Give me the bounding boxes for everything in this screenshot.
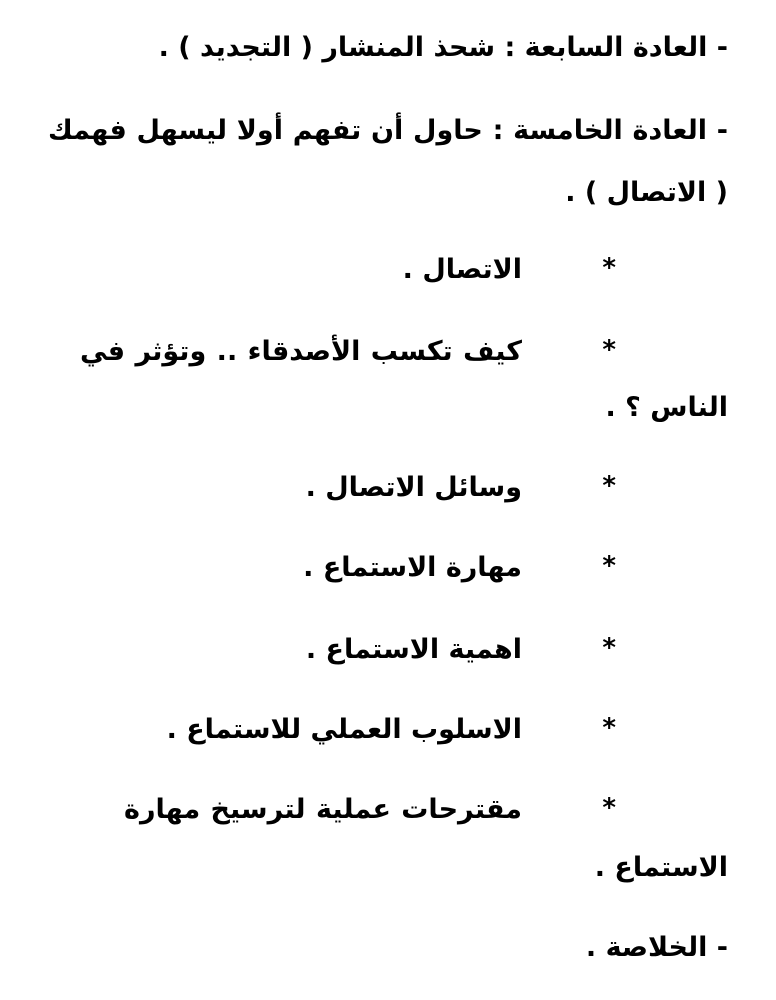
bullet-item-listening-importance: اهمية الاستماع .: [305, 634, 522, 665]
bullet-star: *: [602, 551, 616, 581]
bullet-star: *: [602, 253, 616, 283]
bullet-item-listening-skill: مهارة الاستماع .: [303, 552, 522, 583]
bullet-star: *: [602, 633, 616, 663]
bullet-item-suggestions-line2: الاستماع .: [594, 852, 728, 883]
habit-five-paragraph: - العادة الخامسة : حاول أن تفهم أولا ليسهل فهمك ( الاتصال ) .: [48, 115, 728, 208]
bullet-star: *: [602, 793, 616, 823]
bullet-item-win-friends-line2: الناس ؟ .: [605, 392, 728, 423]
bullet-item-practical-listening: الاسلوب العملي للاستماع .: [166, 714, 522, 745]
bullet-item-means-of-communication: وسائل الاتصال .: [305, 472, 522, 503]
bullet-star: *: [602, 335, 616, 365]
habit-seven-line: - العادة السابعة : شحذ المنشار ( التجديد ) .: [158, 32, 728, 63]
bullet-star: *: [602, 471, 616, 501]
conclusion-line: - الخلاصة .: [585, 932, 728, 963]
bullet-item-win-friends-line1: كيف تكسب الأصدقاء .. وتؤثر في: [80, 336, 522, 367]
bullet-item-connection: الاتصال .: [402, 254, 522, 285]
bullet-star: *: [602, 713, 616, 743]
bullet-item-suggestions-line1: مقترحات عملية لترسيخ مهارة: [124, 794, 522, 825]
